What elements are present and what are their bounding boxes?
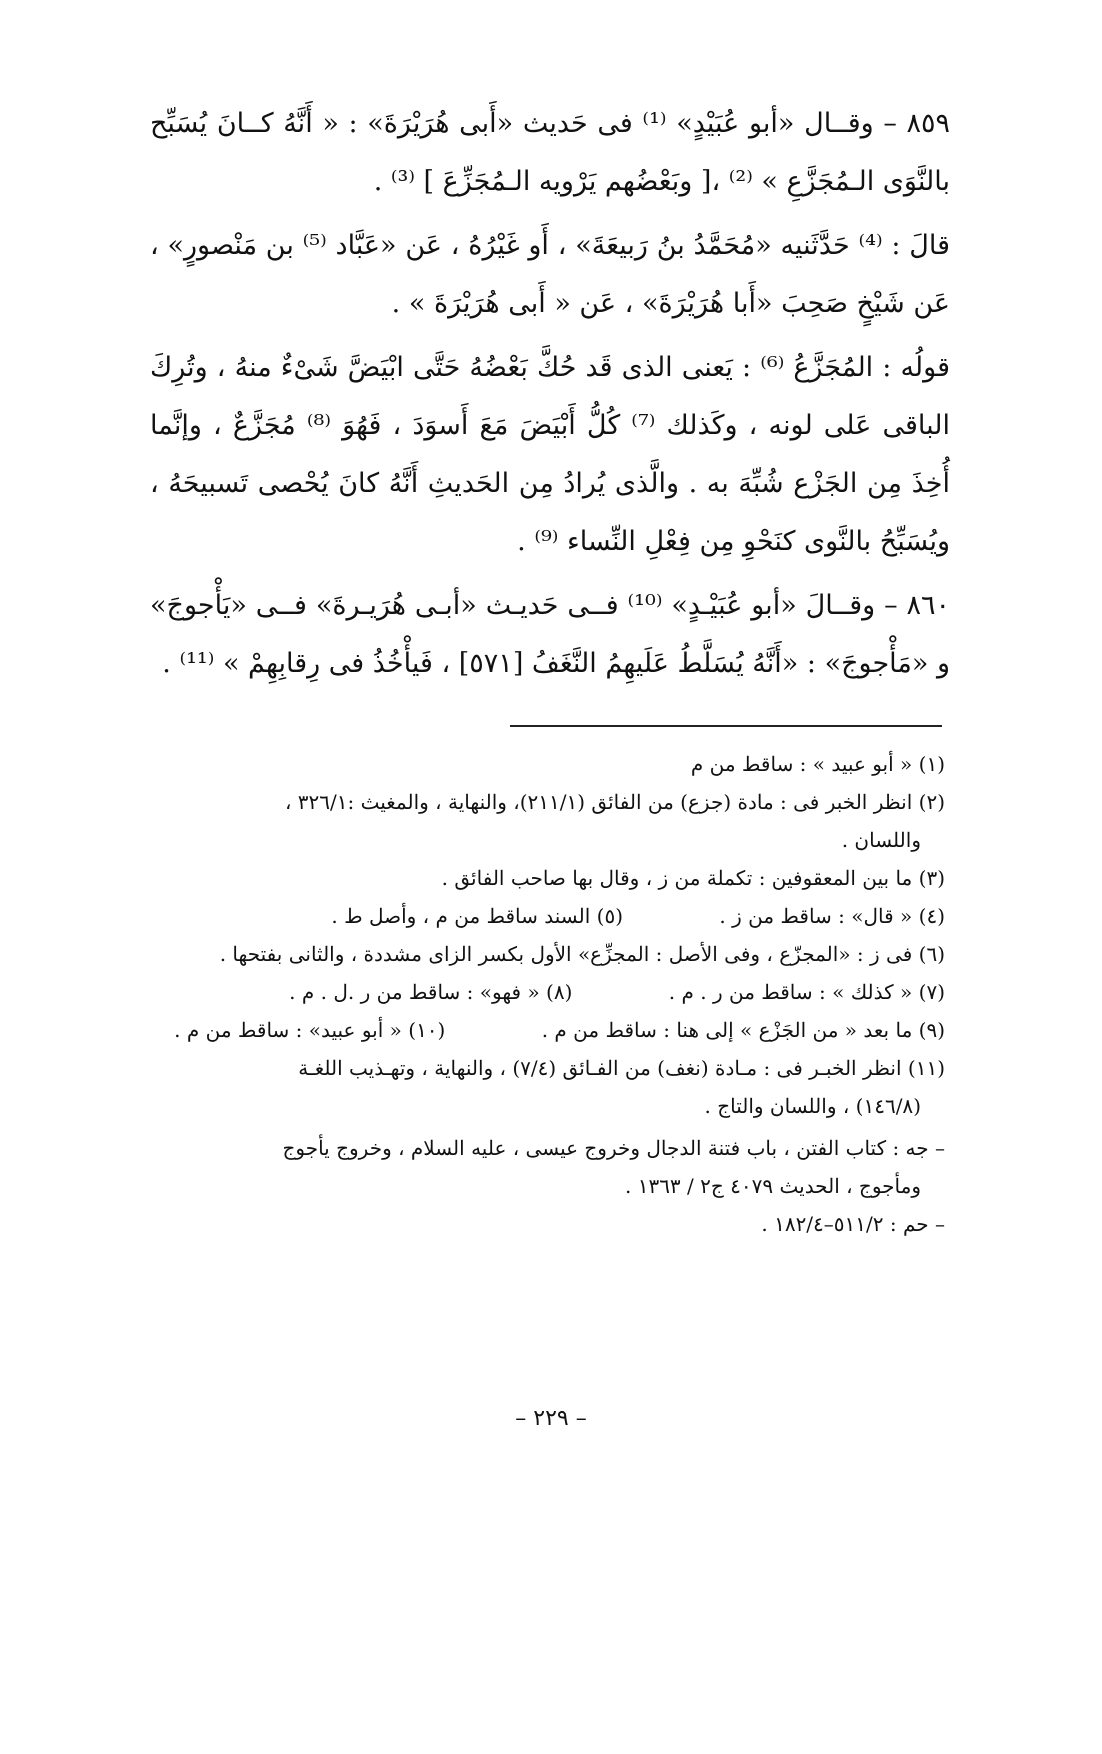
- footnote-9: (٩) ما بعد « من الجَزْع » إلى هنا : ساقط من م .: [541, 1018, 945, 1042]
- footnote-4-5-line: [150, 897, 945, 935]
- footnote-1: (١) « أبو عبيد » : ساقط من م: [690, 752, 945, 776]
- commentary-paragraph: قولُه : المُجَزَّعُ ⁽⁶⁾ : يَعنى الذى قَد حُكَّ بَعْضُهُ حَتَّى ابْيَضَّ شَىْءٌ منهُ ، وتُرِكَ الباقى عَلى لونه ، وكَذلك ⁽⁷⁾ كُلُّ أَبْيَضَ مَعَ أَسوَدَ ، فَهُوَ ⁽⁸⁾ مُجَزَّعٌ ، وإنَّما أُخِذَ مِن الجَزْع شُبِّهَ به . والَّذى يُرادُ مِن الحَديثِ أَنَّهُ كانَ يُحْصى تَسبيحَهُ ، ويُسَبِّحُ بالنَّوى كنَحْوِ مِن فِعْلِ النِّساء ⁽⁹⁾ .: [150, 352, 951, 557]
- footnote-3: (٣) ما بين المعقوفين : تكملة من ز ، وقال بها صاحب الفائق .: [441, 866, 945, 890]
- hadith-sources: [150, 1129, 945, 1243]
- footnotes: [150, 745, 945, 1243]
- footnote-2: (٢) انظر الخبر فى : مادة (جزع) من الفائق (٢١١/١)، والنهاية ، والمغيث :٣٢٦/١ ،: [284, 790, 945, 814]
- footnote-7-8-line: [150, 973, 945, 1011]
- source-ahmad: – حم : ٥١١/٢–١٨٢/٤ .: [761, 1212, 945, 1236]
- main-text: [150, 95, 950, 693]
- footnote-10: (١٠) « أبو عبيد» : ساقط من م .: [174, 1018, 446, 1042]
- footnote-9-10-line: [150, 1011, 945, 1049]
- source-ibn-majah: – جه : كتاب الفتن ، باب فتنة الدجال وخروج عيسى ، عليه السلام ، وخروج يأجوج: [282, 1136, 945, 1160]
- footnote-6: (٦) فى ز : «المجزّع ، وفى الأصل : المجزِّع» الأول بكسر الزاى مشددة ، والثانى بفتحها .: [219, 942, 945, 966]
- entry-859: ٨٥٩ – وقــال «أبو عُبَيْدٍ» ⁽¹⁾ فى حَديث «أَبى هُرَيْرَةَ» : « أَنَّهُ كــانَ يُسَبِّح بالنَّوَى الـمُجَزَّعِ » ⁽²⁾ ،[ وبَعْضُهم يَرْويه الـمُجَزِّعَ ] ⁽³⁾ .: [150, 108, 951, 197]
- footnote-8: (٨) « فهو» : ساقط من ر .ل . م .: [289, 980, 573, 1004]
- isnad-paragraph: قالَ : ⁽⁴⁾ حَدَّثَنيه «مُحَمَّدُ بنُ رَبيعَةَ» ، أَو غَيْرُهُ ، عَن «عَبَّاد ⁽⁵⁾ بن مَنْصورٍ» ، عَن شَيْخٍ صَحِبَ «أَبا هُرَيْرَةَ» ، عَن « أَبى هُرَيْرَةَ » .: [150, 230, 950, 319]
- page-number: – ٢٢٩ –: [515, 1406, 587, 1431]
- footnote-11: (١١) انظر الخبـر فى : مـادة (نغف) من الفـائق (٧/٤) ، والنهاية ، وتهـذيب اللغـة: [298, 1056, 945, 1080]
- footnote-divider: [510, 725, 942, 727]
- footnote-2-continued: واللسان .: [841, 828, 921, 852]
- footnote-5: (٥) السند ساقط من م ، وأصل ط .: [331, 904, 624, 928]
- footnote-11-continued: (١٤٦/٨) ، واللسان والتاج .: [704, 1094, 921, 1118]
- entry-860: ٨٦٠ – وقــالَ «أبو عُبَيْـدٍ» ⁽¹⁰⁾ فــى حَديـث «أبـى هُرَيـرةَ» فــى «يَأْجوجَ» و «مَأْجوجَ» : «أَنَّهُ يُسَلَّطُ عَلَيهِمُ النَّغَفُ [٥٧١] ، فَيأْخُذُ فى رِقابِهِمْ » ⁽¹¹⁾ .: [150, 590, 950, 679]
- footnote-7: (٧) « كذلك » : ساقط من ر . م .: [668, 980, 945, 1004]
- footnote-4: (٤) « قال» : ساقط من ز .: [719, 904, 945, 928]
- source-ibn-majah-continued: ومأجوج ، الحديث ٤٠٧٩ ج٢ / ١٣٦٣ .: [624, 1174, 921, 1198]
